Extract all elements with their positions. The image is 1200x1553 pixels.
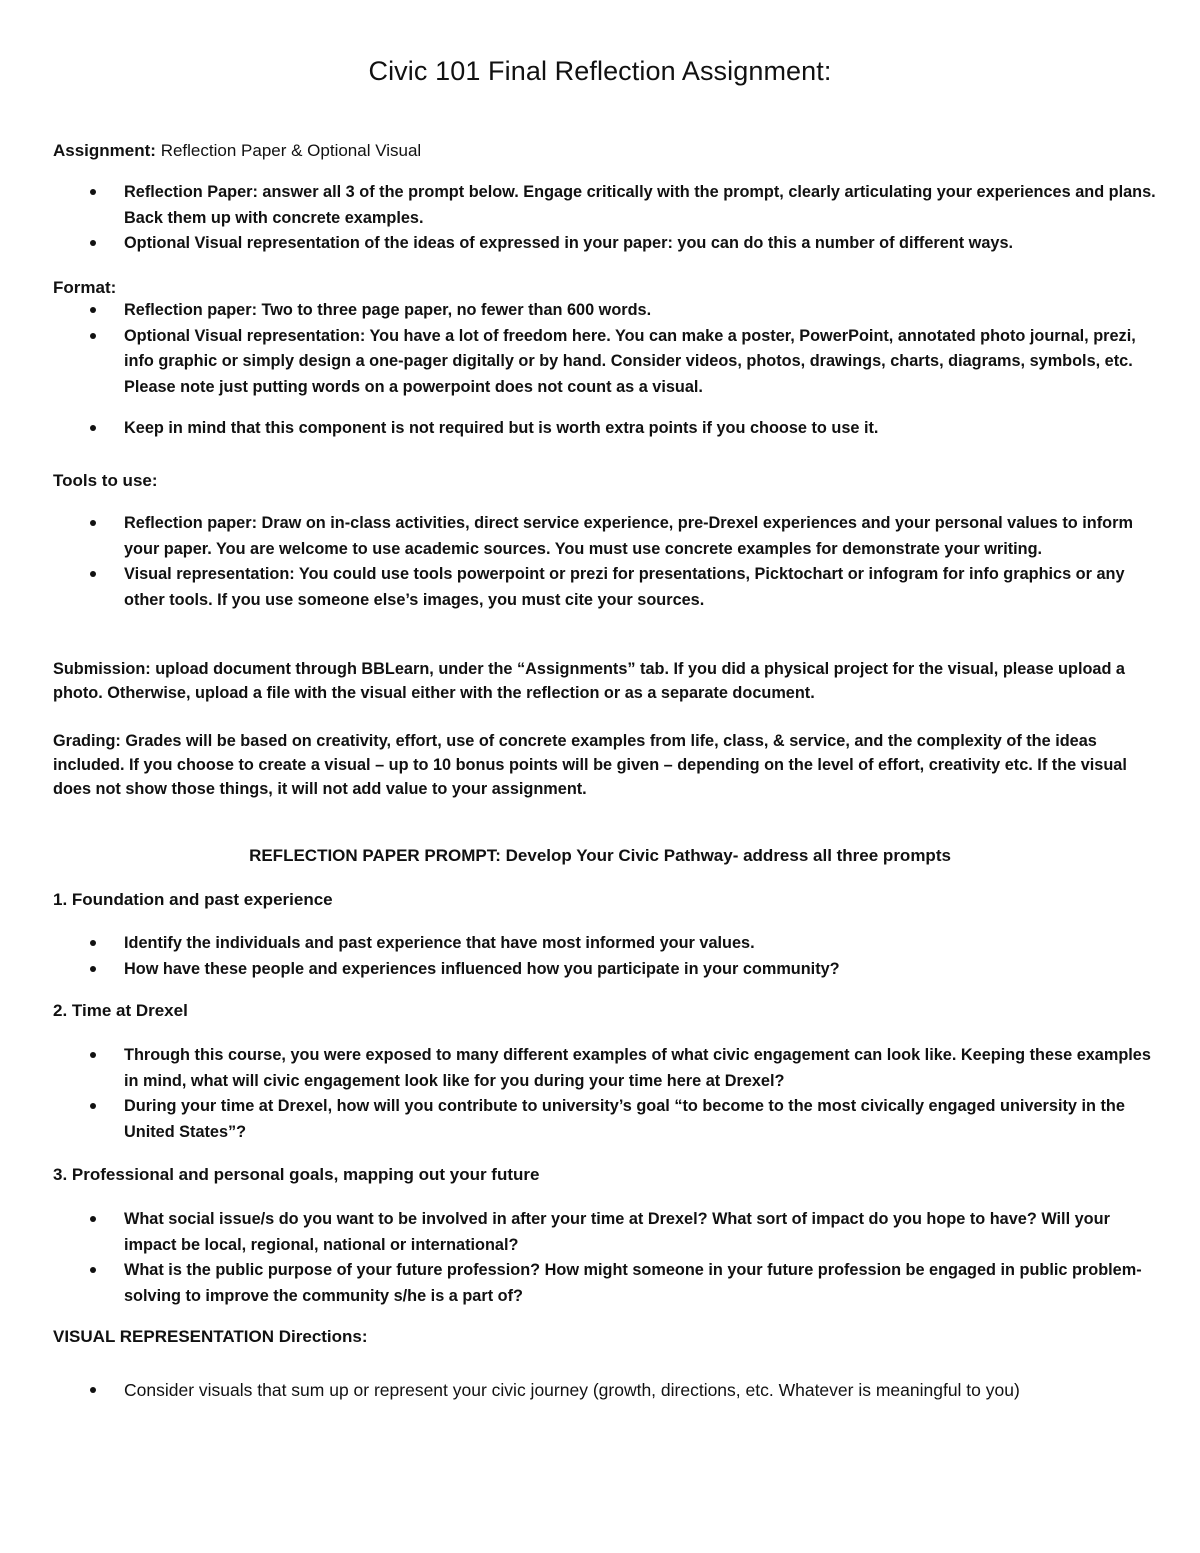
list-item: During your time at Drexel, how will you contribute to university’s goal “to become to the most civically engaged university in the United States”? [53, 1094, 1160, 1145]
list-item: Visual representation: You could use tools powerpoint or prezi for presentations, Picktochart or infogram for info graphics or any other tools. If you use someone else’s images, you must cite your sources. [53, 562, 1160, 613]
grading-paragraph: Grading: Grades will be based on creativity, effort, use of concrete examples from life, class, & service, and the complexity of the ideas included. If you choose to create a visual – up to 10 bonus points will be given – depending on the level of effort, creativity etc. If the visual does not show those things, it will not add value to your assignment. [53, 732, 1127, 798]
section-heading: 3. Professional and personal goals, mapping out your future [53, 1165, 540, 1184]
list-item: Through this course, you were exposed to many different examples of what civic engagement can look like. Keeping these examples in mind, what will civic engagement look like for you during your time here at Drexel? [53, 1043, 1160, 1094]
page-title: Civic 101 Final Reflection Assignment: [368, 56, 832, 86]
list-item: Optional Visual representation: You have a lot of freedom here. You can make a poster, PowerPoint, annotated photo journal, prezi, info graphic or simply design a one-pager digitally or by hand. Consider videos, photos, drawings, charts, diagrams, symbols, etc. Please note just putting words on a powerpoint does not count as a visual. [53, 324, 1160, 401]
assignment-text: Reflection Paper & Optional Visual [160, 141, 422, 160]
list-item: Optional Visual representation of the ideas of expressed in your paper: you can do this a number of different ways. [53, 231, 1160, 257]
format-bullets [53, 298, 1160, 442]
section-3-bullets [53, 1207, 1160, 1309]
section-heading: 1. Foundation and past experience [53, 890, 333, 909]
list-item: How have these people and experiences influenced how you participate in your community? [53, 957, 1160, 983]
list-item: Reflection Paper: answer all 3 of the prompt below. Engage critically with the prompt, clearly articulating your experiences and plans. Back them up with concrete examples. [53, 180, 1160, 231]
section-1-bullets [53, 931, 1160, 982]
tools-bullets [53, 511, 1160, 613]
assignment-bullets [53, 180, 1160, 257]
list-item: Consider visuals that sum up or represent your civic journey (growth, directions, etc. Whatever is meaningful to you) [53, 1378, 1160, 1404]
visual-directions-heading: VISUAL REPRESENTATION Directions: [53, 1327, 368, 1346]
assignment-label: Assignment: [53, 141, 156, 160]
list-item: What social issue/s do you want to be involved in after your time at Drexel? What sort of impact do you hope to have? Will your impact be local, regional, national or international? [53, 1207, 1160, 1258]
list-item: Reflection paper: Draw on in-class activities, direct service experience, pre-Drexel experiences and your personal values to inform your paper. You are welcome to use academic sources. You must use concrete examples for demonstrate your writing. [53, 511, 1160, 562]
list-item: Reflection paper: Two to three page paper, no fewer than 600 words. [53, 298, 1160, 324]
list-item: Keep in mind that this component is not required but is worth extra points if you choose to use it. [53, 416, 1160, 442]
format-label: Format: [53, 278, 117, 297]
assignment-line [53, 139, 421, 163]
prompt-heading: REFLECTION PAPER PROMPT: Develop Your Civic Pathway- address all three prompts [249, 846, 951, 865]
visual-directions-bullets [53, 1378, 1160, 1404]
submission-paragraph: Submission: upload document through BBLearn, under the “Assignments” tab. If you did a physical project for the visual, please upload a photo. Otherwise, upload a file with the visual either with the reflection or as a separate document. [53, 660, 1125, 702]
list-item: Identify the individuals and past experience that have most informed your values. [53, 931, 1160, 957]
tools-label: Tools to use: [53, 471, 158, 490]
section-heading: 2. Time at Drexel [53, 1001, 188, 1020]
section-2-bullets [53, 1043, 1160, 1145]
list-item: What is the public purpose of your future profession? How might someone in your future profession be engaged in public problem-solving to improve the community s/he is a part of? [53, 1258, 1160, 1309]
